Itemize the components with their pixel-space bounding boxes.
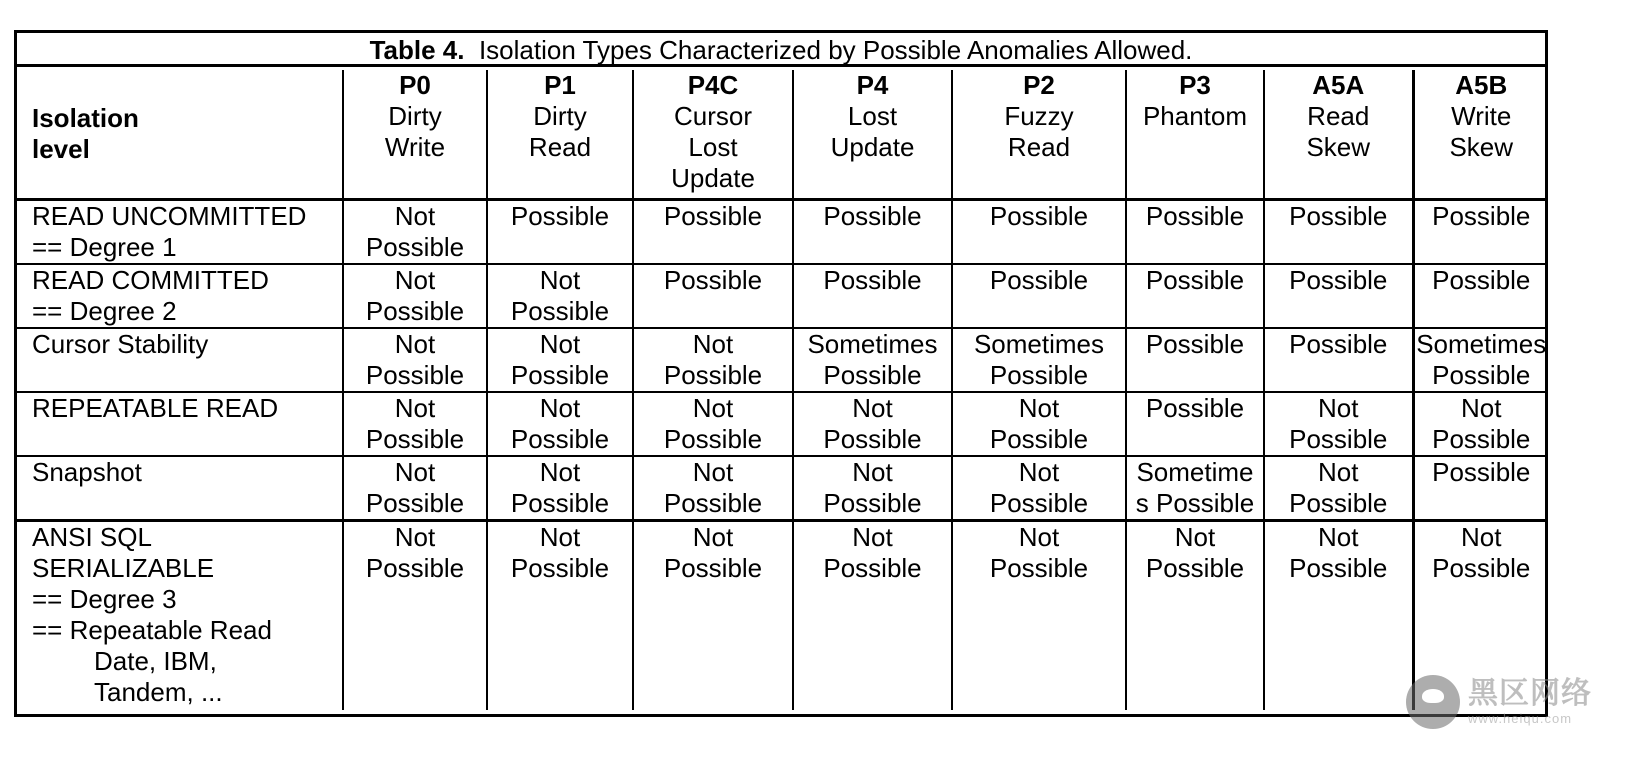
- header-row: [17, 70, 1548, 200]
- anomaly-cell-line: Possible: [663, 424, 763, 454]
- anomaly-cell-line: Possible: [1432, 424, 1531, 454]
- anomaly-cell: [487, 264, 633, 328]
- isolation-level-cell: [17, 328, 343, 392]
- anomaly-cell-line: Possible: [1432, 553, 1531, 583]
- anomaly-cell: [487, 328, 633, 392]
- anomaly-cell-line: Possible: [510, 201, 610, 231]
- anomaly-cell: [793, 200, 952, 265]
- anomaly-cell: [343, 264, 487, 328]
- isolation-level-cell: [17, 264, 343, 328]
- anomaly-cell-line: Not: [1018, 393, 1060, 423]
- isolation-level-line: Snapshot: [32, 457, 142, 487]
- column-name-line: Read: [528, 132, 592, 162]
- anomaly-cell: [487, 200, 633, 265]
- anomaly-cell-line: Not: [1318, 393, 1359, 423]
- isolation-level-line: ANSI SQL: [32, 522, 152, 552]
- anomaly-cell-line: Possible: [663, 553, 763, 583]
- anomaly-cell-line: Sometime: [1136, 457, 1254, 487]
- anomaly-cell: [952, 328, 1126, 392]
- column-header-p2: [952, 70, 1126, 200]
- column-code: A5A: [1312, 70, 1365, 100]
- table-row: [17, 264, 1548, 328]
- anomaly-cell-line: Not: [852, 522, 893, 552]
- anomaly-cell-line: Possible: [365, 296, 465, 326]
- anomaly-cell-line: Sometimes: [1416, 329, 1547, 359]
- anomaly-cell: [487, 456, 633, 521]
- anomaly-cell: [952, 456, 1126, 521]
- column-name-line: Dirty: [388, 101, 442, 131]
- column-code: A5B: [1455, 70, 1508, 100]
- column-name-line: Read: [1007, 132, 1071, 162]
- anomaly-cell-line: Not: [539, 393, 581, 423]
- anomaly-cell: [487, 521, 633, 711]
- anomaly-cell: [1413, 200, 1548, 265]
- anomaly-cell: [1413, 392, 1548, 456]
- column-name-line: Write: [1451, 101, 1512, 131]
- anomaly-cell-line: Not: [1318, 522, 1359, 552]
- anomaly-cell-line: Not: [394, 457, 436, 487]
- anomaly-cell: [952, 264, 1126, 328]
- column-header-p0: [343, 70, 487, 200]
- anomaly-cell-line: Not: [852, 393, 893, 423]
- anomaly-cell-line: Possible: [1145, 265, 1245, 295]
- anomaly-cell-line: Possible: [989, 424, 1089, 454]
- anomaly-cell-line: Possible: [663, 265, 763, 295]
- anomaly-cell: [793, 456, 952, 521]
- watermark-url: www.heiqu.com: [1468, 711, 1573, 726]
- anomaly-cell: [1413, 264, 1548, 328]
- column-header-a5b: [1413, 70, 1548, 200]
- anomaly-cell-line: Possible: [989, 201, 1089, 231]
- anomaly-cell: [1126, 521, 1264, 711]
- anomaly-cell-line: Possible: [823, 424, 922, 454]
- anomaly-cell-line: Not: [1461, 393, 1502, 423]
- anomaly-cell-line: Possible: [1432, 360, 1531, 390]
- column-name-line: Fuzzy: [1004, 101, 1074, 131]
- anomaly-cell-line: Not: [692, 393, 734, 423]
- anomaly-cell-line: s Possible: [1135, 488, 1255, 518]
- column-name-line: Lost: [847, 101, 898, 131]
- column-code: P3: [1179, 70, 1211, 100]
- watermark: [1406, 672, 1618, 732]
- anomaly-cell-line: Possible: [663, 488, 763, 518]
- anomaly-cell: [793, 328, 952, 392]
- column-name-line: Dirty: [533, 101, 587, 131]
- anomaly-cell: [793, 521, 952, 711]
- anomaly-cell: [952, 392, 1126, 456]
- isolation-level-cell: [17, 456, 343, 521]
- anomaly-cell: [343, 328, 487, 392]
- anomaly-cell: [1264, 328, 1413, 392]
- anomaly-cell-line: Not: [692, 457, 734, 487]
- anomaly-cell: [1126, 328, 1264, 392]
- anomaly-cell-line: Possible: [823, 553, 922, 583]
- anomaly-cell: [1264, 264, 1413, 328]
- anomaly-cell: [1264, 521, 1413, 711]
- anomaly-cell-line: Not: [692, 329, 734, 359]
- column-name-line: Skew: [1449, 132, 1514, 162]
- anomaly-cell-line: Possible: [510, 360, 610, 390]
- column-header-a5a: [1264, 70, 1413, 200]
- anomaly-cell-line: Not: [852, 457, 893, 487]
- anomaly-cell-line: Possible: [823, 360, 922, 390]
- isolation-level-line: == Degree 3: [32, 584, 177, 614]
- isolation-level-line: == Degree 1: [32, 232, 177, 262]
- column-header-p1: [487, 70, 633, 200]
- anomaly-cell: [793, 392, 952, 456]
- caption-label: Table 4.: [369, 35, 465, 65]
- anomaly-cell-line: Possible: [823, 488, 922, 518]
- isolation-level-line: == Repeatable Read: [32, 615, 272, 645]
- anomaly-cell: [952, 521, 1126, 711]
- table-frame: [14, 30, 1548, 717]
- anomaly-cell-line: Possible: [365, 424, 465, 454]
- column-code: P1: [544, 70, 576, 100]
- anomaly-cell: [1126, 264, 1264, 328]
- anomaly-cell-line: Possible: [365, 360, 465, 390]
- anomaly-cell-line: Not: [394, 329, 436, 359]
- anomaly-cell-line: Possible: [365, 488, 465, 518]
- table-row: [17, 328, 1548, 392]
- anomaly-cell: [1413, 456, 1548, 521]
- isolation-level-line: READ UNCOMMITTED: [32, 201, 307, 231]
- anomaly-cell-line: Not: [394, 522, 436, 552]
- anomaly-cell: [343, 456, 487, 521]
- column-name-line: Write: [384, 132, 446, 162]
- anomaly-cell-line: Not: [1018, 522, 1060, 552]
- table-row: [17, 200, 1548, 265]
- isolation-level-cell: [17, 200, 343, 265]
- anomaly-cell-line: Possible: [989, 488, 1089, 518]
- anomaly-cell-line: Not: [394, 265, 436, 295]
- column-code: P0: [399, 70, 431, 100]
- caption-text: Isolation Types Characterized by Possible Anomalies Allowed.: [478, 35, 1193, 65]
- anomaly-cell-line: Not: [539, 457, 581, 487]
- table-row: [17, 456, 1548, 521]
- anomaly-cell-line: Possible: [1289, 424, 1388, 454]
- anomaly-cell-line: Possible: [1145, 393, 1245, 423]
- anomaly-cell: [343, 521, 487, 711]
- table-row: [17, 521, 1548, 711]
- isolation-level-cell: [17, 521, 343, 711]
- anomaly-cell-line: Possible: [1289, 265, 1388, 295]
- anomaly-cell-line: Possible: [1145, 329, 1245, 359]
- anomaly-cell: [1264, 456, 1413, 521]
- anomaly-cell-line: Possible: [989, 360, 1089, 390]
- anomaly-cell-line: Not: [539, 265, 581, 295]
- anomaly-cell-line: Possible: [365, 232, 465, 262]
- anomaly-cell: [633, 521, 793, 711]
- anomaly-cell-line: Possible: [510, 488, 610, 518]
- anomaly-cell-line: Not: [1018, 457, 1060, 487]
- anomaly-cell: [633, 456, 793, 521]
- column-code: P4C: [687, 70, 739, 100]
- anomaly-cell-line: Sometimes: [807, 329, 938, 359]
- column-code: P4: [856, 70, 889, 100]
- anomaly-cell: [633, 328, 793, 392]
- anomaly-cell: [343, 392, 487, 456]
- anomaly-cell: [633, 264, 793, 328]
- anomaly-cell: [633, 392, 793, 456]
- anomaly-cell: [793, 264, 952, 328]
- isolation-level-line: SERIALIZABLE: [32, 553, 215, 583]
- anomaly-cell-line: Not: [692, 522, 734, 552]
- anomaly-cell: [952, 200, 1126, 265]
- anomaly-cell: [1126, 200, 1264, 265]
- mushroom-logo-icon: [1406, 675, 1460, 729]
- anomaly-cell-line: Not: [1461, 522, 1502, 552]
- anomaly-cell-line: Possible: [1289, 488, 1388, 518]
- anomaly-cell: [1264, 200, 1413, 265]
- anomaly-cell-line: Possible: [510, 553, 610, 583]
- anomaly-cell-line: Possible: [1289, 329, 1388, 359]
- anomaly-cell-line: Possible: [989, 553, 1089, 583]
- table-body: [17, 200, 1548, 711]
- isolation-level-line: Cursor Stability: [32, 329, 209, 359]
- column-name-line: Skew: [1306, 132, 1371, 162]
- isolation-level-note: Date, IBM,: [94, 646, 217, 676]
- anomaly-cell-line: Possible: [1432, 201, 1531, 231]
- table-row: [17, 392, 1548, 456]
- anomaly-cell-line: Sometimes: [973, 329, 1105, 359]
- isolation-level-header: [17, 70, 343, 200]
- column-name-line: Update: [671, 163, 755, 193]
- anomaly-cell-line: Possible: [1289, 553, 1388, 583]
- anomaly-cell-line: Possible: [1145, 553, 1245, 583]
- isolation-level-line: == Degree 2: [32, 296, 177, 326]
- anomaly-cell: [633, 200, 793, 265]
- anomaly-cell-line: Not: [539, 522, 581, 552]
- isolation-level-cell: [17, 392, 343, 456]
- anomaly-cell-line: Possible: [663, 360, 763, 390]
- anomaly-cell-line: Possible: [1145, 201, 1245, 231]
- anomaly-cell: [1126, 392, 1264, 456]
- isolation-level-note: Tandem, ...: [94, 677, 223, 707]
- anomaly-cell-line: Not: [394, 393, 436, 423]
- anomaly-cell-line: Possible: [1289, 201, 1388, 231]
- table-caption: [17, 33, 1545, 67]
- anomaly-cell-line: Possible: [663, 201, 763, 231]
- column-name-line: Phantom: [1142, 101, 1248, 131]
- anomaly-cell: [487, 392, 633, 456]
- isolation-level-header-line: Isolation: [32, 103, 139, 133]
- anomaly-cell-line: Possible: [365, 553, 465, 583]
- watermark-text: [1468, 679, 1592, 725]
- column-name-line: Update: [830, 132, 915, 162]
- anomaly-cell-line: Possible: [510, 424, 610, 454]
- anomaly-cell-line: Not: [394, 201, 436, 231]
- column-header-p4c: [633, 70, 793, 200]
- anomaly-cell-line: Possible: [989, 265, 1089, 295]
- column-name-line: Read: [1307, 101, 1370, 131]
- anomaly-cell-line: Possible: [1432, 265, 1531, 295]
- anomaly-cell: [1413, 328, 1548, 392]
- column-header-p4: [793, 70, 952, 200]
- column-name-line: Lost: [688, 132, 738, 162]
- column-code: P2: [1023, 70, 1055, 100]
- anomaly-cell-line: Possible: [1432, 457, 1531, 487]
- anomaly-cell-line: Not: [1174, 522, 1216, 552]
- anomaly-cell: [343, 200, 487, 265]
- isolation-level-header-line: level: [32, 134, 90, 164]
- isolation-level-line: READ COMMITTED: [32, 265, 269, 295]
- anomaly-cell-line: Possible: [510, 296, 610, 326]
- anomaly-cell-line: Possible: [823, 265, 922, 295]
- column-name-line: Cursor: [673, 101, 752, 131]
- anomaly-cell: [1126, 456, 1264, 521]
- isolation-level-line: REPEATABLE READ: [32, 393, 279, 423]
- anomaly-cell-line: Not: [1318, 457, 1359, 487]
- watermark-name: 黑区网络: [1468, 677, 1592, 710]
- column-header-p3: [1126, 70, 1264, 200]
- anomaly-cell-line: Not: [539, 329, 581, 359]
- anomaly-cell: [1264, 392, 1413, 456]
- anomaly-cell-line: Possible: [823, 201, 922, 231]
- isolation-table: [17, 70, 1548, 710]
